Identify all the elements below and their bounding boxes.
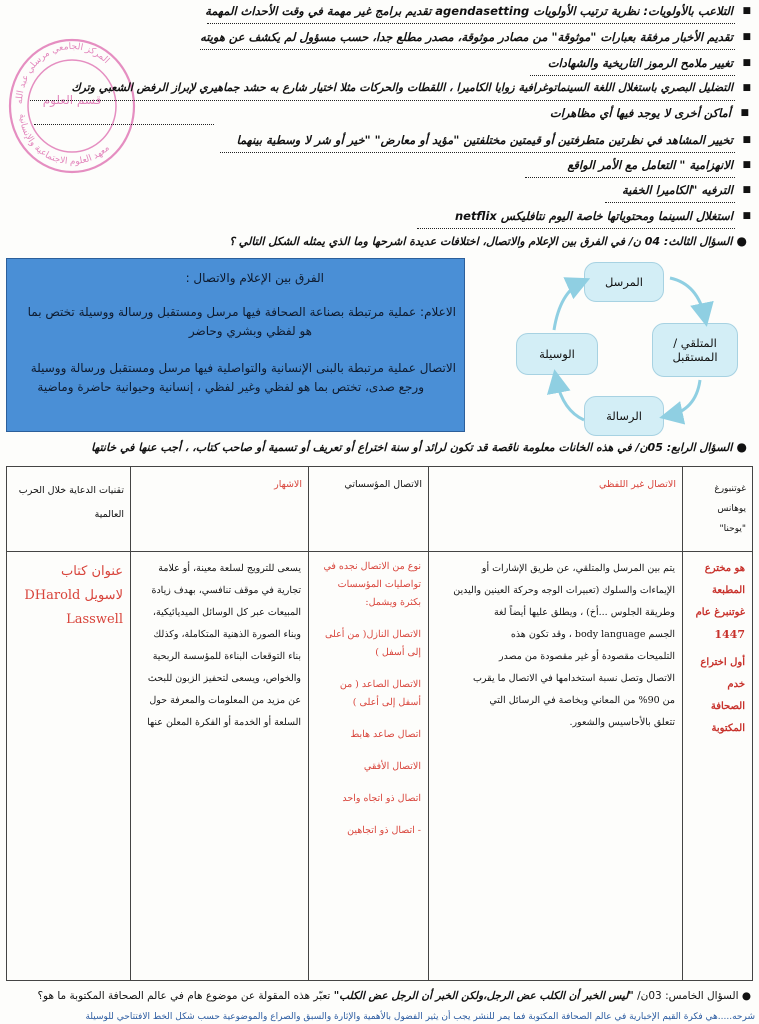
node-medium: الوسيلة xyxy=(516,333,598,375)
q3-label: السؤال الثالث: xyxy=(663,235,733,248)
underline xyxy=(207,23,735,24)
question-5: ● السؤال الخامس: 03ن/ "ليس الخبر أن الكلب عض الرجل،ولكن الخبر أن الرجل عض الكلب" تعبّر هذه المقولة عن موضوع هام في عالم الصحافة المكتوبة ما هو؟ xyxy=(37,990,751,1002)
arrow-message-to-medium xyxy=(556,378,584,420)
underline xyxy=(605,202,735,203)
bullet-item: تغيير ملامح الرموز التاريخية والشهادات ■ xyxy=(548,56,733,70)
underline xyxy=(200,49,735,50)
answer-box-line: ورجع صدى، تختص بما هو لفظي وغير لفظي ، إنسانية وحيوانية حاضرة وماضية xyxy=(37,380,424,394)
answer-box-line: هو لفظي وبشري وحاضر xyxy=(188,324,312,338)
table-header-row xyxy=(7,467,753,552)
underline xyxy=(530,75,735,76)
underline xyxy=(417,228,735,229)
answer-cell-advertising: يسعى للترويج لسلعة معينة، أو علامة تجارية في موقف تنافسي، بهدف زيادة المبيعات عبر كل الوسائل الميديائيكية، وبناء الصورة الذهنية المتكاملة، وكذلك بناء التوقعات البناءة للمؤسسة الربحية والخواص، ويسعى لتحفيز الزبون للبحث عن مزيد من المعلومات والمعرفة حول السلعة أو الخدمة أو الفكرة المعلن عنها xyxy=(131,552,309,981)
node-message: الرسالة xyxy=(584,396,664,436)
q5-label: السؤال الخامس: xyxy=(665,990,739,1002)
question-3: ● السؤال الثالث: 04 ن/ في الفرق بين الإعلام والاتصال، اختلافات عديدة اشرحها وما الذي يمثله الشكل التالي ؟ xyxy=(229,234,747,248)
node-sender: المرسل xyxy=(584,262,664,302)
underline xyxy=(220,152,735,153)
header-cell: غوتنبورغ يوهانس "يوحنا" xyxy=(683,467,753,552)
header-cell: الاشهار xyxy=(131,467,309,552)
q4-label: السؤال الرابع: xyxy=(666,441,733,454)
q3-text: في الفرق بين الإعلام والاتصال، اختلافات عديدة اشرحها وما الذي يمثله الشكل التالي ؟ xyxy=(229,235,625,248)
q5-score: 03ن/ xyxy=(637,990,662,1002)
arrow-receiver-to-message xyxy=(668,380,700,416)
header-cell: الاتصال غير اللفظي xyxy=(429,467,683,552)
table-answer-row xyxy=(7,552,753,981)
bullet-item: التلاعب بالأولويات: نظرية ترتيب الأولويات agendasetting تقديم برامج غير مهمة في وقت الأحداث المهمة ■ xyxy=(205,4,733,18)
underline xyxy=(34,124,214,125)
answer-cell-gutenberg: هو مخترع المطبعة غوتنبرغ عام 1447 أول اختراع خدم الصحافة المكتوبة xyxy=(683,552,753,981)
bullet-item: استغلال السينما ومحتوياتها خاصة اليوم نتافليكس netflix ■ xyxy=(455,209,733,223)
institution-stamp xyxy=(2,24,140,174)
bullet-item: التضليل البصري باستغلال اللغة السينماتوغرافية زوايا الكاميرا ، اللقطات والحركات مثلا اختيار شارع به حشد جماهيري لإبراز الرفض الشعبي وترك ■ xyxy=(71,81,733,94)
header-cell: تقنيات الدعاية خلال الحرب العالمية xyxy=(7,467,131,552)
q4-score: 05ن/ xyxy=(635,441,663,454)
q3-score: 04 ن/ xyxy=(628,235,661,248)
bullet-item: تقديم الأخبار مرفقة بعبارات "موثوقة" من مصادر موثوقة، مصدر مطلع جدا، حسب مسؤول لم يكشف عن هويته ■ xyxy=(200,30,733,44)
stamp-inner: قسم العلوم xyxy=(42,93,102,107)
q5-answer-line: شرحه.....هي فكرة القيم الإخبارية في عالم الصحافة المكتوبة فما يمر للنشر يجب أن يثير الفضول بالأهمية والإثارة والسبق والصراع والموضوعية حسب شكل الخط الافتتاحي للوسيلة xyxy=(85,1012,755,1022)
bullet-item: الانهزامية " التعامل مع الأمر الواقع ■ xyxy=(567,158,733,172)
answer-cell-nonverbal: يتم بين المرسل والمتلقي، عن طريق الإشارات أو الإيماءات والسلوك (تعبيرات الوجه وحركة العينين واليدين وطريقة الجلوس ...أخ) ، ويطلق عليها أيضاً لغة الجسم body language ، وقد تكون هذه التلميحات مقصودة أو غير مقصودة من مصدر الاتصال وتصل نسبة استخدامها في الاتصال ما يقرب من 90% من المعاني وبخاصة في الرسائل التي تتعلق بالأحاسيس والشعور. xyxy=(429,552,683,981)
answer-box-title: الفرق بين الإعلام والاتصال : xyxy=(185,271,324,285)
stamp-line1: المركز الجامعي مرسلي عبد الله xyxy=(14,41,111,105)
question-4: ● السؤال الرابع: 05ن/ في هذه الخانات معلومة ناقصة قد تكون لرائد أو سنة اختراع أو تعريف أو تسمية أو صاحب كتاب، ، أجب عنها في خانتها xyxy=(91,440,747,454)
q5-quote: "ليس الخبر أن الكلب عض الرجل،ولكن الخبر أن الرجل عض الكلب" xyxy=(333,990,634,1002)
underline xyxy=(30,100,735,101)
answer-box-line: الاعلام: عملية مرتبطة بصناعة الصحافة فيها مرسل ومستقبل ورسالة ووسيلة تختص بما xyxy=(27,305,456,319)
bullet-item: الترفيه "الكاميرا الخفية ■ xyxy=(622,183,733,197)
bullet-item-continuation: أماكن أخرى لا يوجد فيها أي مظاهرات ■ xyxy=(550,106,731,120)
answers-table xyxy=(6,466,753,981)
cycle-arrows xyxy=(500,250,750,450)
answer-cell-propaganda: عنوان كتاب لاسويل DHarold Lasswell xyxy=(7,552,131,981)
q4-text: في هذه الخانات معلومة ناقصة قد تكون لرائد أو سنة اختراع أو تعريف أو تسمية أو صاحب كتاب، ، أجب عنها في خانتها xyxy=(91,441,632,454)
answer-box-media-vs-communication xyxy=(6,258,465,432)
stamp-line2: معهد العلوم الاجتماعية والإنسانية xyxy=(16,113,112,168)
q5-text: تعبّر هذه المقولة عن موضوع هام في عالم الصحافة المكتوبة ما هو؟ xyxy=(37,990,331,1002)
arrow-medium-to-sender xyxy=(554,282,582,330)
node-receiver: المتلقي /المستقبل xyxy=(652,323,738,377)
underline xyxy=(525,177,735,178)
answer-cell-institutional: نوع من الاتصال نجده في تواصليات المؤسسات بكثرة ويشمل: الاتصال النازل( من أعلى إلى أسفل ) الاتصال الصاعد ( من أسفل إلى أعلى ) اتصال صاعد هابط الاتصال الأفقي اتصال ذو اتجاه واحد - اتصال ذو اتجاهين xyxy=(309,552,429,981)
header-cell: الاتصال المؤسساتي xyxy=(309,467,429,552)
bullet-item: تخيير المشاهد في نظرتين متطرفتين أو قيمتين مختلفتين "مؤيد أو معارض" "خير أو شر لا وسطية بينهما ■ xyxy=(237,133,734,147)
arrow-sender-to-receiver xyxy=(670,278,705,318)
answer-box-line: الاتصال عملية مرتبطة بالبنى الإنسانية والتواصلية فيها مرسل ومستقبل ورسالة ووسيلة xyxy=(30,361,456,375)
